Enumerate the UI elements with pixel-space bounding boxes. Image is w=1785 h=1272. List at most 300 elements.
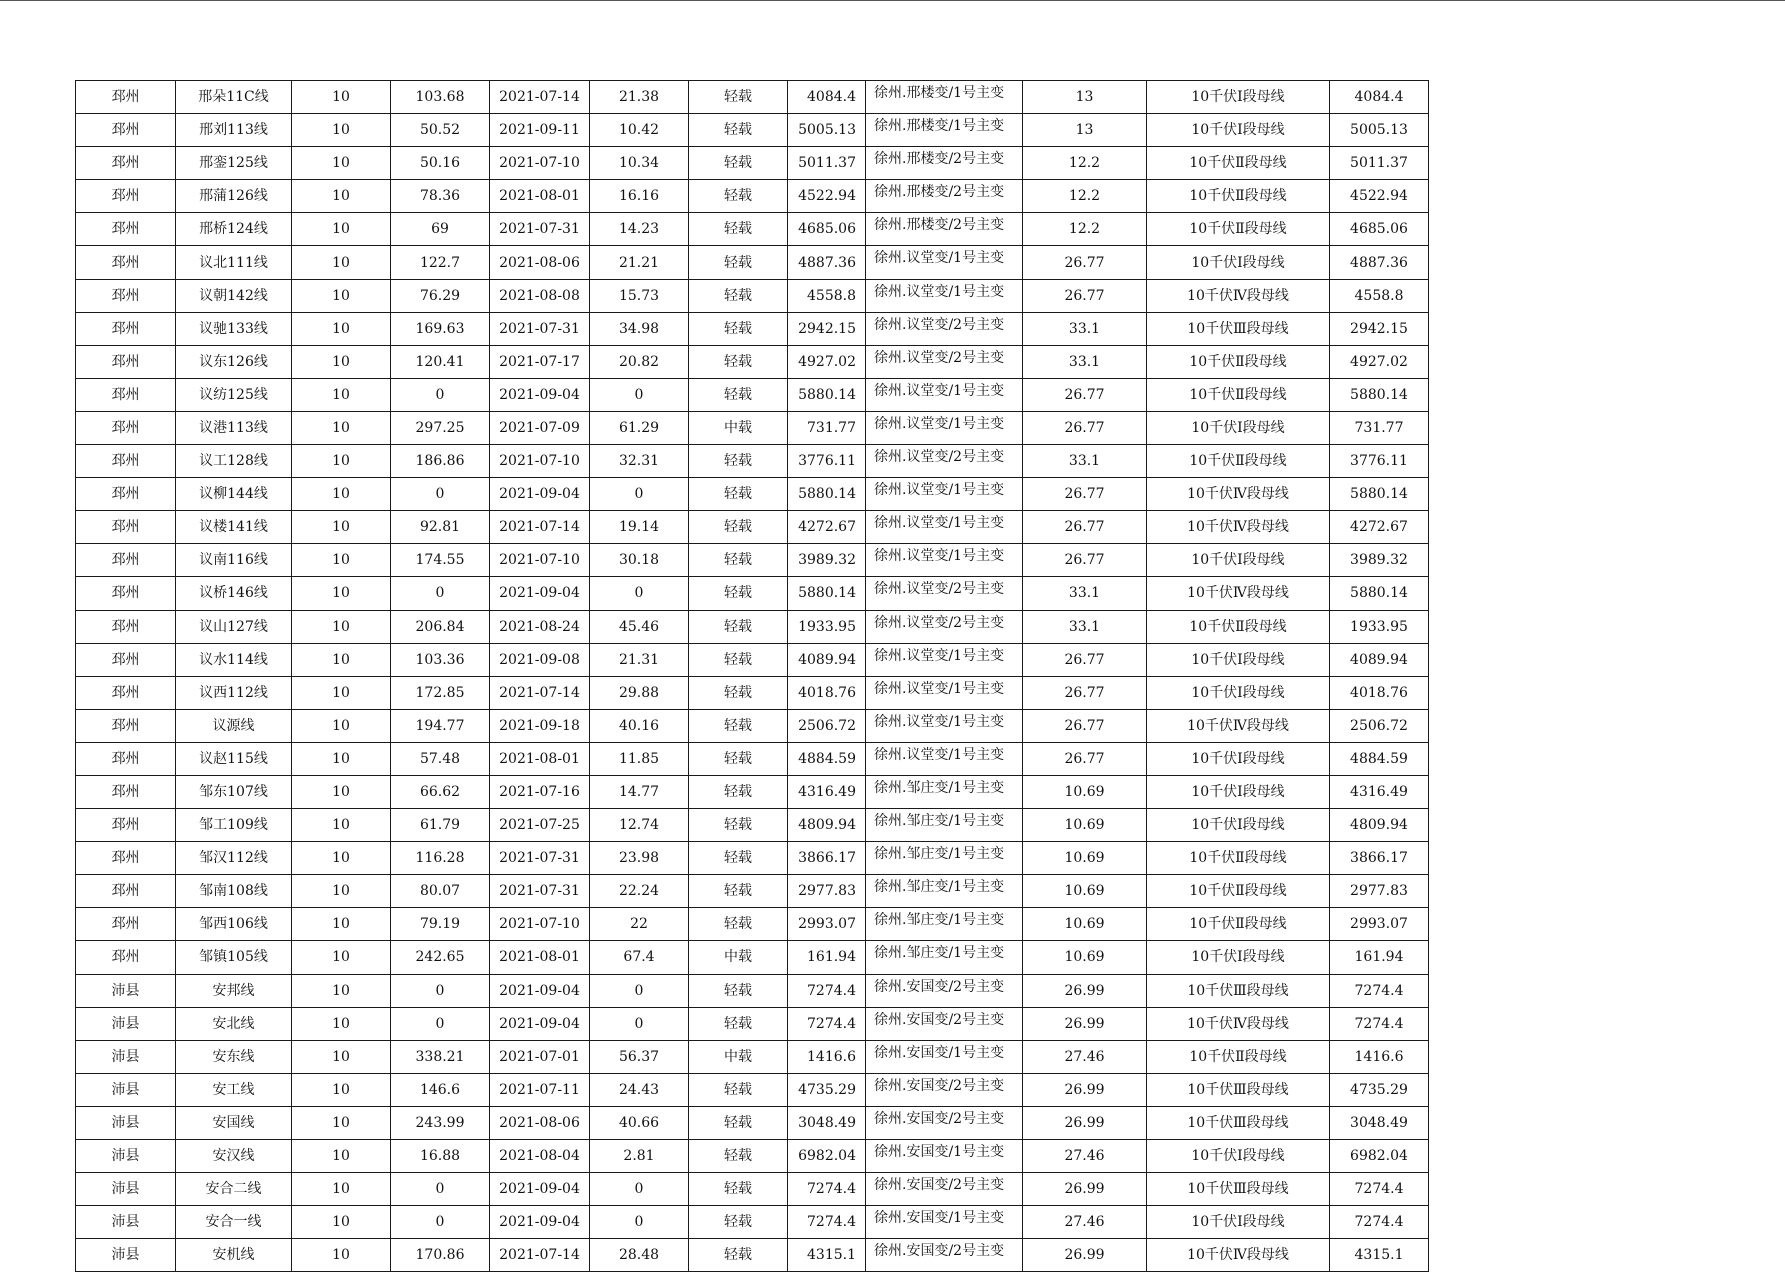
- cell-line: 安工线: [176, 1073, 292, 1106]
- cell-col12: 4735.29: [1330, 1073, 1429, 1106]
- cell-col4: 0: [391, 1007, 490, 1040]
- table-body: [76, 81, 1429, 1272]
- cell-date: 2021-07-10: [490, 908, 590, 941]
- cell-line: 议北111线: [176, 246, 292, 279]
- cell-load: 轻载: [689, 279, 788, 312]
- cell-col12: 4927.02: [1330, 345, 1429, 378]
- cell-substation: 徐州.议堂变/1号主变: [866, 411, 1023, 444]
- table-row: [76, 1007, 1429, 1040]
- cell-col4: 0: [391, 378, 490, 411]
- cell-col4: 76.29: [391, 279, 490, 312]
- cell-district: 邳州: [76, 279, 176, 312]
- cell-bus: 10千伏Ⅰ段母线: [1147, 775, 1330, 808]
- table-row: [76, 809, 1429, 842]
- cell-voltage: 10: [292, 941, 391, 974]
- cell-line: 邢刘113线: [176, 114, 292, 147]
- table-row: [76, 1206, 1429, 1239]
- cell-line: 议朝142线: [176, 279, 292, 312]
- cell-col8: 4522.94: [788, 180, 866, 213]
- cell-district: 邳州: [76, 908, 176, 941]
- cell-date: 2021-07-17: [490, 345, 590, 378]
- cell-col8: 4018.76: [788, 676, 866, 709]
- cell-bus: 10千伏Ⅱ段母线: [1147, 875, 1330, 908]
- cell-line: 议西112线: [176, 676, 292, 709]
- cell-bus: 10千伏Ⅱ段母线: [1147, 378, 1330, 411]
- cell-bus: 10千伏Ⅰ段母线: [1147, 941, 1330, 974]
- cell-line: 邢蒲126线: [176, 180, 292, 213]
- table-row: [76, 147, 1429, 180]
- table-row: [76, 974, 1429, 1007]
- cell-load: 轻载: [689, 147, 788, 180]
- cell-load: 轻载: [689, 908, 788, 941]
- cell-col4: 146.6: [391, 1073, 490, 1106]
- cell-district: 沛县: [76, 1206, 176, 1239]
- cell-line: 议柳144线: [176, 478, 292, 511]
- cell-load: 轻载: [689, 1106, 788, 1139]
- cell-voltage: 10: [292, 643, 391, 676]
- cell-col4: 0: [391, 478, 490, 511]
- cell-col8: 731.77: [788, 411, 866, 444]
- cell-load: 轻载: [689, 643, 788, 676]
- cell-district: 邳州: [76, 180, 176, 213]
- cell-col8: 3989.32: [788, 544, 866, 577]
- cell-col10: 26.77: [1023, 411, 1147, 444]
- cell-col6: 21.38: [590, 81, 689, 114]
- cell-load: 轻载: [689, 842, 788, 875]
- cell-substation: 徐州.邹庄变/1号主变: [866, 908, 1023, 941]
- cell-col4: 50.16: [391, 147, 490, 180]
- cell-col8: 4558.8: [788, 279, 866, 312]
- cell-voltage: 10: [292, 1040, 391, 1073]
- cell-col6: 34.98: [590, 312, 689, 345]
- cell-col6: 10.42: [590, 114, 689, 147]
- cell-district: 邳州: [76, 246, 176, 279]
- cell-col8: 2506.72: [788, 709, 866, 742]
- table-row: [76, 246, 1429, 279]
- cell-district: 邳州: [76, 478, 176, 511]
- table-row: [76, 676, 1429, 709]
- cell-date: 2021-09-11: [490, 114, 590, 147]
- table-row: [76, 842, 1429, 875]
- cell-col6: 11.85: [590, 742, 689, 775]
- cell-load: 中载: [689, 1040, 788, 1073]
- cell-col10: 13: [1023, 114, 1147, 147]
- cell-voltage: 10: [292, 478, 391, 511]
- cell-date: 2021-07-10: [490, 544, 590, 577]
- cell-col4: 69: [391, 213, 490, 246]
- cell-voltage: 10: [292, 411, 391, 444]
- cell-col8: 5005.13: [788, 114, 866, 147]
- cell-voltage: 10: [292, 180, 391, 213]
- cell-col6: 40.66: [590, 1106, 689, 1139]
- cell-line: 议源线: [176, 709, 292, 742]
- cell-col12: 4884.59: [1330, 742, 1429, 775]
- cell-col8: 2977.83: [788, 875, 866, 908]
- cell-bus: 10千伏Ⅱ段母线: [1147, 345, 1330, 378]
- table-row: [76, 577, 1429, 610]
- cell-substation: 徐州.邹庄变/1号主变: [866, 941, 1023, 974]
- cell-col8: 4884.59: [788, 742, 866, 775]
- table-row: [76, 478, 1429, 511]
- cell-col10: 26.77: [1023, 676, 1147, 709]
- cell-voltage: 10: [292, 974, 391, 1007]
- cell-load: 中载: [689, 411, 788, 444]
- cell-col4: 297.25: [391, 411, 490, 444]
- table-row: [76, 709, 1429, 742]
- cell-col12: 4089.94: [1330, 643, 1429, 676]
- cell-voltage: 10: [292, 1140, 391, 1173]
- cell-col8: 7274.4: [788, 1206, 866, 1239]
- cell-col12: 4272.67: [1330, 511, 1429, 544]
- cell-district: 邳州: [76, 81, 176, 114]
- cell-substation: 徐州.议堂变/2号主变: [866, 345, 1023, 378]
- cell-col10: 10.69: [1023, 941, 1147, 974]
- cell-substation: 徐州.邢楼变/2号主变: [866, 213, 1023, 246]
- cell-bus: 10千伏Ⅰ段母线: [1147, 81, 1330, 114]
- cell-voltage: 10: [292, 378, 391, 411]
- cell-col6: 22: [590, 908, 689, 941]
- cell-substation: 徐州.议堂变/1号主变: [866, 478, 1023, 511]
- cell-col6: 0: [590, 577, 689, 610]
- cell-voltage: 10: [292, 312, 391, 345]
- cell-col10: 33.1: [1023, 312, 1147, 345]
- cell-date: 2021-07-16: [490, 775, 590, 808]
- cell-line: 议山127线: [176, 610, 292, 643]
- cell-col6: 22.24: [590, 875, 689, 908]
- cell-col4: 0: [391, 1206, 490, 1239]
- cell-line: 安北线: [176, 1007, 292, 1040]
- table-row: [76, 445, 1429, 478]
- cell-col10: 13: [1023, 81, 1147, 114]
- cell-col4: 169.63: [391, 312, 490, 345]
- cell-district: 邳州: [76, 445, 176, 478]
- cell-load: 轻载: [689, 610, 788, 643]
- table-row: [76, 511, 1429, 544]
- cell-line: 邹西106线: [176, 908, 292, 941]
- cell-col12: 4809.94: [1330, 809, 1429, 842]
- cell-district: 邳州: [76, 709, 176, 742]
- table-row: [76, 1140, 1429, 1173]
- cell-line: 邢銮125线: [176, 147, 292, 180]
- cell-date: 2021-07-10: [490, 147, 590, 180]
- cell-col10: 26.99: [1023, 1239, 1147, 1272]
- cell-load: 轻载: [689, 312, 788, 345]
- cell-voltage: 10: [292, 577, 391, 610]
- cell-voltage: 10: [292, 908, 391, 941]
- cell-col12: 161.94: [1330, 941, 1429, 974]
- cell-date: 2021-09-04: [490, 577, 590, 610]
- table-row: [76, 742, 1429, 775]
- cell-line: 议工128线: [176, 445, 292, 478]
- cell-bus: 10千伏Ⅰ段母线: [1147, 676, 1330, 709]
- cell-col10: 33.1: [1023, 577, 1147, 610]
- table-row: [76, 378, 1429, 411]
- cell-date: 2021-08-01: [490, 941, 590, 974]
- cell-col10: 10.69: [1023, 875, 1147, 908]
- cell-col12: 4018.76: [1330, 676, 1429, 709]
- cell-date: 2021-09-04: [490, 1206, 590, 1239]
- cell-col10: 26.99: [1023, 1106, 1147, 1139]
- cell-line: 议水114线: [176, 643, 292, 676]
- cell-line: 议南116线: [176, 544, 292, 577]
- cell-col10: 12.2: [1023, 180, 1147, 213]
- cell-col10: 10.69: [1023, 842, 1147, 875]
- cell-line: 邹镇105线: [176, 941, 292, 974]
- cell-bus: 10千伏Ⅱ段母线: [1147, 610, 1330, 643]
- cell-col6: 0: [590, 1206, 689, 1239]
- cell-load: 轻载: [689, 544, 788, 577]
- cell-line: 邹东107线: [176, 775, 292, 808]
- cell-date: 2021-09-04: [490, 478, 590, 511]
- cell-col10: 12.2: [1023, 213, 1147, 246]
- cell-district: 邳州: [76, 213, 176, 246]
- cell-date: 2021-07-10: [490, 445, 590, 478]
- cell-bus: 10千伏Ⅰ段母线: [1147, 1206, 1330, 1239]
- cell-col6: 56.37: [590, 1040, 689, 1073]
- cell-load: 轻载: [689, 1007, 788, 1040]
- cell-bus: 10千伏Ⅳ段母线: [1147, 1007, 1330, 1040]
- cell-col4: 57.48: [391, 742, 490, 775]
- cell-col4: 92.81: [391, 511, 490, 544]
- cell-date: 2021-08-06: [490, 246, 590, 279]
- cell-voltage: 10: [292, 842, 391, 875]
- cell-col10: 26.77: [1023, 544, 1147, 577]
- cell-col12: 1933.95: [1330, 610, 1429, 643]
- cell-col6: 16.16: [590, 180, 689, 213]
- cell-load: 轻载: [689, 577, 788, 610]
- cell-col10: 26.77: [1023, 478, 1147, 511]
- cell-voltage: 10: [292, 1106, 391, 1139]
- cell-substation: 徐州.议堂变/1号主变: [866, 742, 1023, 775]
- cell-date: 2021-09-08: [490, 643, 590, 676]
- cell-col4: 116.28: [391, 842, 490, 875]
- cell-col6: 29.88: [590, 676, 689, 709]
- cell-col12: 4522.94: [1330, 180, 1429, 213]
- cell-bus: 10千伏Ⅲ段母线: [1147, 312, 1330, 345]
- cell-col4: 0: [391, 1173, 490, 1206]
- cell-substation: 徐州.邢楼变/1号主变: [866, 114, 1023, 147]
- cell-line: 邢桥124线: [176, 213, 292, 246]
- cell-col6: 19.14: [590, 511, 689, 544]
- cell-load: 轻载: [689, 1239, 788, 1272]
- cell-col6: 61.29: [590, 411, 689, 444]
- cell-voltage: 10: [292, 742, 391, 775]
- cell-date: 2021-07-31: [490, 312, 590, 345]
- cell-col10: 27.46: [1023, 1040, 1147, 1073]
- cell-bus: 10千伏Ⅳ段母线: [1147, 279, 1330, 312]
- cell-date: 2021-07-14: [490, 676, 590, 709]
- cell-voltage: 10: [292, 709, 391, 742]
- cell-voltage: 10: [292, 610, 391, 643]
- cell-district: 沛县: [76, 1140, 176, 1173]
- cell-col10: 26.77: [1023, 742, 1147, 775]
- cell-date: 2021-07-14: [490, 511, 590, 544]
- cell-voltage: 10: [292, 279, 391, 312]
- cell-col10: 12.2: [1023, 147, 1147, 180]
- cell-col4: 170.86: [391, 1239, 490, 1272]
- cell-date: 2021-07-14: [490, 81, 590, 114]
- cell-district: 邳州: [76, 378, 176, 411]
- cell-substation: 徐州.安国变/2号主变: [866, 1239, 1023, 1272]
- cell-col8: 1416.6: [788, 1040, 866, 1073]
- cell-line: 议港113线: [176, 411, 292, 444]
- cell-district: 邳州: [76, 775, 176, 808]
- cell-col10: 26.77: [1023, 246, 1147, 279]
- cell-district: 沛县: [76, 1040, 176, 1073]
- cell-col4: 103.36: [391, 643, 490, 676]
- cell-load: 轻载: [689, 742, 788, 775]
- cell-col4: 103.68: [391, 81, 490, 114]
- cell-col8: 1933.95: [788, 610, 866, 643]
- cell-bus: 10千伏Ⅳ段母线: [1147, 1239, 1330, 1272]
- cell-substation: 徐州.安国变/2号主变: [866, 1073, 1023, 1106]
- cell-load: 轻载: [689, 81, 788, 114]
- cell-bus: 10千伏Ⅲ段母线: [1147, 1106, 1330, 1139]
- cell-bus: 10千伏Ⅱ段母线: [1147, 147, 1330, 180]
- cell-col10: 26.77: [1023, 511, 1147, 544]
- table-row: [76, 312, 1429, 345]
- cell-col10: 26.77: [1023, 643, 1147, 676]
- cell-load: 轻载: [689, 809, 788, 842]
- cell-substation: 徐州.议堂变/1号主变: [866, 643, 1023, 676]
- cell-col6: 0: [590, 1007, 689, 1040]
- cell-substation: 徐州.邹庄变/1号主变: [866, 775, 1023, 808]
- cell-col12: 2993.07: [1330, 908, 1429, 941]
- cell-col12: 5880.14: [1330, 378, 1429, 411]
- table-row: [76, 908, 1429, 941]
- cell-line: 邹汉112线: [176, 842, 292, 875]
- cell-col12: 4316.49: [1330, 775, 1429, 808]
- cell-substation: 徐州.安国变/2号主变: [866, 1173, 1023, 1206]
- cell-substation: 徐州.议堂变/1号主变: [866, 709, 1023, 742]
- cell-col6: 40.16: [590, 709, 689, 742]
- cell-date: 2021-08-01: [490, 742, 590, 775]
- cell-col8: 4735.29: [788, 1073, 866, 1106]
- cell-col4: 50.52: [391, 114, 490, 147]
- cell-bus: 10千伏Ⅲ段母线: [1147, 974, 1330, 1007]
- cell-col6: 0: [590, 378, 689, 411]
- cell-voltage: 10: [292, 1007, 391, 1040]
- cell-date: 2021-08-01: [490, 180, 590, 213]
- cell-col6: 12.74: [590, 809, 689, 842]
- cell-line: 安合一线: [176, 1206, 292, 1239]
- cell-col4: 172.85: [391, 676, 490, 709]
- cell-col6: 0: [590, 478, 689, 511]
- cell-substation: 徐州.议堂变/1号主变: [866, 511, 1023, 544]
- cell-bus: 10千伏Ⅰ段母线: [1147, 544, 1330, 577]
- cell-col12: 4084.4: [1330, 81, 1429, 114]
- cell-district: 邳州: [76, 411, 176, 444]
- cell-voltage: 10: [292, 114, 391, 147]
- cell-col8: 4685.06: [788, 213, 866, 246]
- cell-col6: 0: [590, 974, 689, 1007]
- cell-col4: 79.19: [391, 908, 490, 941]
- cell-col6: 14.77: [590, 775, 689, 808]
- cell-load: 轻载: [689, 246, 788, 279]
- cell-col8: 4809.94: [788, 809, 866, 842]
- cell-col10: 27.46: [1023, 1140, 1147, 1173]
- cell-load: 轻载: [689, 445, 788, 478]
- cell-col8: 4315.1: [788, 1239, 866, 1272]
- cell-col12: 4315.1: [1330, 1239, 1429, 1272]
- cell-col4: 120.41: [391, 345, 490, 378]
- cell-substation: 徐州.邹庄变/1号主变: [866, 809, 1023, 842]
- cell-line: 安国线: [176, 1106, 292, 1139]
- cell-voltage: 10: [292, 511, 391, 544]
- table-row: [76, 643, 1429, 676]
- cell-bus: 10千伏Ⅰ段母线: [1147, 411, 1330, 444]
- cell-col8: 4316.49: [788, 775, 866, 808]
- cell-col12: 1416.6: [1330, 1040, 1429, 1073]
- cell-voltage: 10: [292, 81, 391, 114]
- table-row: [76, 1173, 1429, 1206]
- cell-col4: 186.86: [391, 445, 490, 478]
- cell-bus: 10千伏Ⅰ段母线: [1147, 114, 1330, 147]
- cell-bus: 10千伏Ⅰ段母线: [1147, 742, 1330, 775]
- cell-voltage: 10: [292, 445, 391, 478]
- cell-line: 邢朵11C线: [176, 81, 292, 114]
- cell-date: 2021-07-14: [490, 1239, 590, 1272]
- cell-col8: 4089.94: [788, 643, 866, 676]
- cell-voltage: 10: [292, 246, 391, 279]
- cell-district: 邳州: [76, 114, 176, 147]
- cell-substation: 徐州.议堂变/2号主变: [866, 610, 1023, 643]
- cell-district: 邳州: [76, 610, 176, 643]
- cell-col10: 10.69: [1023, 775, 1147, 808]
- cell-col10: 33.1: [1023, 445, 1147, 478]
- cell-col4: 0: [391, 974, 490, 1007]
- cell-district: 邳州: [76, 643, 176, 676]
- cell-bus: 10千伏Ⅱ段母线: [1147, 213, 1330, 246]
- cell-col10: 26.99: [1023, 1173, 1147, 1206]
- cell-district: 沛县: [76, 1173, 176, 1206]
- cell-substation: 徐州.邹庄变/1号主变: [866, 875, 1023, 908]
- cell-load: 轻载: [689, 180, 788, 213]
- cell-substation: 徐州.安国变/1号主变: [866, 1040, 1023, 1073]
- cell-col6: 32.31: [590, 445, 689, 478]
- cell-col12: 6982.04: [1330, 1140, 1429, 1173]
- cell-load: 轻载: [689, 345, 788, 378]
- cell-col4: 66.62: [391, 775, 490, 808]
- cell-date: 2021-09-18: [490, 709, 590, 742]
- cell-load: 轻载: [689, 1173, 788, 1206]
- cell-col4: 338.21: [391, 1040, 490, 1073]
- cell-col8: 3776.11: [788, 445, 866, 478]
- cell-voltage: 10: [292, 544, 391, 577]
- cell-voltage: 10: [292, 345, 391, 378]
- cell-date: 2021-09-04: [490, 378, 590, 411]
- page-top-rule: [0, 0, 1785, 1]
- cell-col12: 2942.15: [1330, 312, 1429, 345]
- cell-substation: 徐州.议堂变/2号主变: [866, 312, 1023, 345]
- cell-line: 邹南108线: [176, 875, 292, 908]
- cell-col10: 33.1: [1023, 345, 1147, 378]
- cell-col6: 20.82: [590, 345, 689, 378]
- cell-substation: 徐州.议堂变/1号主变: [866, 279, 1023, 312]
- cell-district: 邳州: [76, 842, 176, 875]
- cell-col4: 122.7: [391, 246, 490, 279]
- table-row: [76, 610, 1429, 643]
- cell-col12: 2506.72: [1330, 709, 1429, 742]
- cell-bus: 10千伏Ⅰ段母线: [1147, 643, 1330, 676]
- cell-col8: 6982.04: [788, 1140, 866, 1173]
- cell-date: 2021-08-04: [490, 1140, 590, 1173]
- cell-col12: 3776.11: [1330, 445, 1429, 478]
- cell-col6: 0: [590, 1173, 689, 1206]
- cell-load: 轻载: [689, 1073, 788, 1106]
- cell-col4: 78.36: [391, 180, 490, 213]
- cell-col8: 5880.14: [788, 478, 866, 511]
